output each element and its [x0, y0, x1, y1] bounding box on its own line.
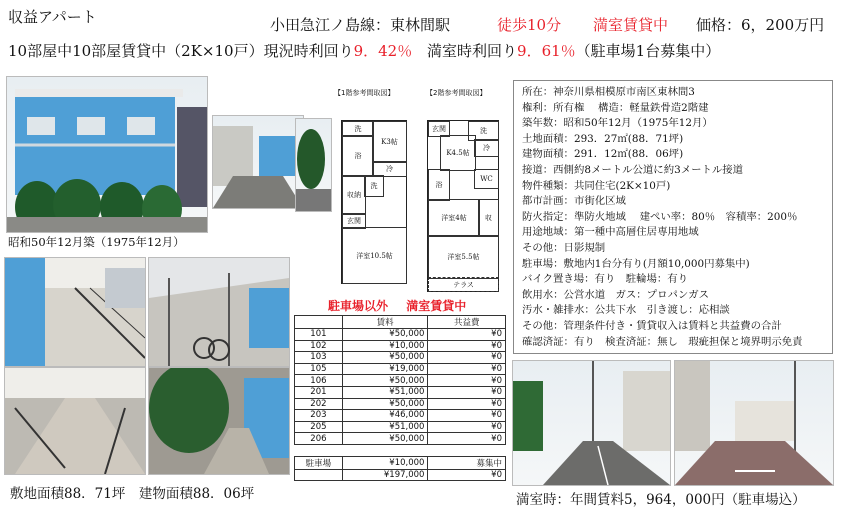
table-cell: ¥50,000: [342, 375, 428, 387]
table-cell: [295, 469, 343, 481]
table-cell: 駐車場: [295, 456, 343, 469]
table-cell: 101: [295, 329, 343, 341]
street-side-photo: [212, 115, 304, 209]
floor2-title: 【2階参考間取図】: [426, 89, 487, 97]
corridor-photo: [4, 257, 146, 367]
table-cell: ¥197,000: [342, 469, 428, 481]
floor1-room: K3帖: [372, 121, 407, 163]
floor2-room: K4.5帖: [440, 135, 476, 171]
rent-table: [294, 315, 506, 481]
station-info: 小田急江ノ島線：東林間駅: [270, 16, 451, 34]
street-photo-2: [674, 360, 834, 486]
table-cell: 103: [295, 352, 343, 364]
floor2-room: 冷: [474, 139, 499, 157]
table-cell: 賃料: [342, 316, 428, 329]
spec-line: 用途地域：第一種中高層住居専用地域: [522, 226, 699, 239]
property-type: 収益アパート: [8, 8, 97, 26]
full-yield: 9．61％: [517, 42, 576, 60]
floor1-room: 玄関: [342, 213, 366, 229]
areas-caption: 敷地面積88．71坪 建物面積88．06坪: [10, 486, 255, 502]
table-cell: [295, 316, 343, 329]
spec-line: その他：日影規制: [522, 242, 606, 254]
table-cell: ¥0: [428, 329, 506, 341]
table-cell: ¥19,000: [342, 363, 428, 375]
built-caption: 昭和50年12月築（1975年12月）: [8, 235, 185, 249]
table-row: [295, 386, 506, 398]
table-cell: 201: [295, 386, 343, 398]
table-row: [295, 433, 506, 445]
floor1-room: 冷: [372, 161, 407, 177]
floor1-room: 洗: [364, 175, 384, 197]
table-cell: ¥0: [428, 352, 506, 364]
price: 価格：6，200万円: [696, 16, 825, 34]
table-row: [295, 375, 506, 387]
building-photo: [6, 76, 208, 233]
property-spec: [513, 80, 833, 354]
floor2-room: 玄関: [428, 121, 450, 137]
street-photo-1: [512, 360, 671, 486]
spec-line: 権利：所有権 構造：軽量鉄骨造2階建: [522, 101, 709, 114]
spec-line: 物件種類：共同住宅(2K×10戸): [522, 179, 671, 192]
spec-line: バイク置き場：有り 駐輪場：有り: [522, 273, 689, 286]
table-header: [295, 316, 506, 329]
spec-line: 駐車場：敷地内1台分有り(月額10,000円募集中): [522, 257, 750, 270]
table-cell: 202: [295, 398, 343, 410]
floor2-room: 洗: [468, 121, 499, 141]
table-row: [295, 421, 506, 433]
table-cell: 共益費: [428, 316, 506, 329]
floor2-room: テラス: [428, 277, 499, 292]
table-cell: ¥0: [428, 363, 506, 375]
occupancy-status: 満室賃貸中: [593, 16, 669, 34]
table-row: [295, 340, 506, 352]
rent-table-title-right: 満室賃貸中: [406, 299, 467, 313]
table-row: [295, 329, 506, 341]
floor1-plan: [341, 120, 407, 284]
table-cell: ¥50,000: [342, 352, 428, 364]
table-cell: 105: [295, 363, 343, 375]
floor2-room: WC: [474, 169, 499, 189]
floor2-room: 洋室5.5帖: [428, 235, 499, 279]
table-cell: ¥46,000: [342, 410, 428, 422]
table-cell: ¥0: [428, 433, 506, 445]
rooms-summary: [8, 40, 720, 61]
floor2-room: 洋室4帖: [428, 199, 480, 237]
rooms-text: 10部屋中10部屋賃貸中（2K×10戸）現況時利回り: [8, 42, 354, 60]
table-row: [295, 398, 506, 410]
table-cell: ¥10,000: [342, 340, 428, 352]
table-cell: ¥50,000: [342, 329, 428, 341]
side-path-photo: [148, 367, 290, 475]
table-cell: ¥0: [428, 410, 506, 422]
spec-line: 汚水・雑排水：公共下水 引き渡し：応相談: [522, 304, 730, 317]
table-cell: ¥51,000: [342, 386, 428, 398]
table-cell: 206: [295, 433, 343, 445]
rent-table-title-left: 駐車場以外: [328, 299, 389, 313]
table-cell: ¥0: [428, 375, 506, 387]
table-row: [295, 363, 506, 375]
current-yield: 9．42％: [353, 42, 413, 60]
table-cell: ¥0: [428, 469, 506, 481]
spec-line: 防火指定：準防火地域 建ぺい率：80％ 容積率：200％: [522, 210, 798, 223]
table-cell: ¥50,000: [342, 433, 428, 445]
spec-line: 建物面積：291．12㎡(88．06坪): [522, 148, 684, 161]
table-row: [295, 410, 506, 422]
full-yield-label: 満室時利回り: [427, 42, 518, 60]
stairs-photo: [4, 367, 146, 475]
floor1-room: 浴: [342, 135, 374, 177]
table-row: [295, 352, 506, 364]
parking-note: （駐車場1台募集中）: [575, 42, 721, 60]
floor1-room: 洗: [342, 121, 374, 137]
table-spacer: [295, 444, 506, 456]
spec-line: 土地面積：293．27㎡(88．71坪): [522, 132, 684, 145]
floor1-room: 収納: [342, 175, 366, 215]
spec-line: その他：管理条件付き・賃貸収入は賃料と共益費の合計: [522, 320, 782, 332]
table-cell: ¥10,000: [342, 456, 428, 469]
bicycle-parking-photo: [148, 257, 290, 367]
spec-line: 飲用水：公営水道 ガス：プロパンガス: [522, 288, 710, 301]
building-illustration: [7, 77, 207, 232]
table-cell: ¥50,000: [342, 398, 428, 410]
table-cell: 203: [295, 410, 343, 422]
rent-table-title: [328, 297, 466, 314]
table-cell: ¥0: [428, 421, 506, 433]
spec-line: 所在：神奈川県相模原市南区東林間3: [522, 86, 695, 98]
spec-line: 都市計画：市街化区域: [522, 195, 626, 208]
full-income-caption: 満室時：年間賃料5，964，000円（駐車場込）: [516, 492, 806, 508]
trees-photo: [295, 118, 332, 212]
floor1-room: 洋室10.5帖: [342, 227, 407, 284]
walk-time: 徒歩10分: [497, 16, 562, 34]
table-cell: ¥0: [428, 386, 506, 398]
table-row: [295, 456, 506, 469]
floor2-room: 浴: [428, 169, 450, 201]
table-row: [295, 469, 506, 481]
table-cell: 205: [295, 421, 343, 433]
spec-line: 確認済証：有り 検査済証：無し 瑕疵担保と境界明示免責: [522, 335, 803, 348]
spec-line: 築年数：昭和50年12月（1975年12月）: [522, 117, 713, 130]
table-cell: ¥0: [428, 340, 506, 352]
table-cell: ¥51,000: [342, 421, 428, 433]
spec-line: 接道：西側約8メートル公道に約3メートル接道: [522, 164, 744, 176]
table-cell: 106: [295, 375, 343, 387]
table-cell: 募集中: [428, 456, 506, 469]
floor2-plan: [427, 120, 499, 292]
floor1-title: 【1階参考間取図】: [334, 89, 395, 97]
floor2-room: 収: [478, 199, 499, 237]
table-cell: ¥0: [428, 398, 506, 410]
table-cell: 102: [295, 340, 343, 352]
